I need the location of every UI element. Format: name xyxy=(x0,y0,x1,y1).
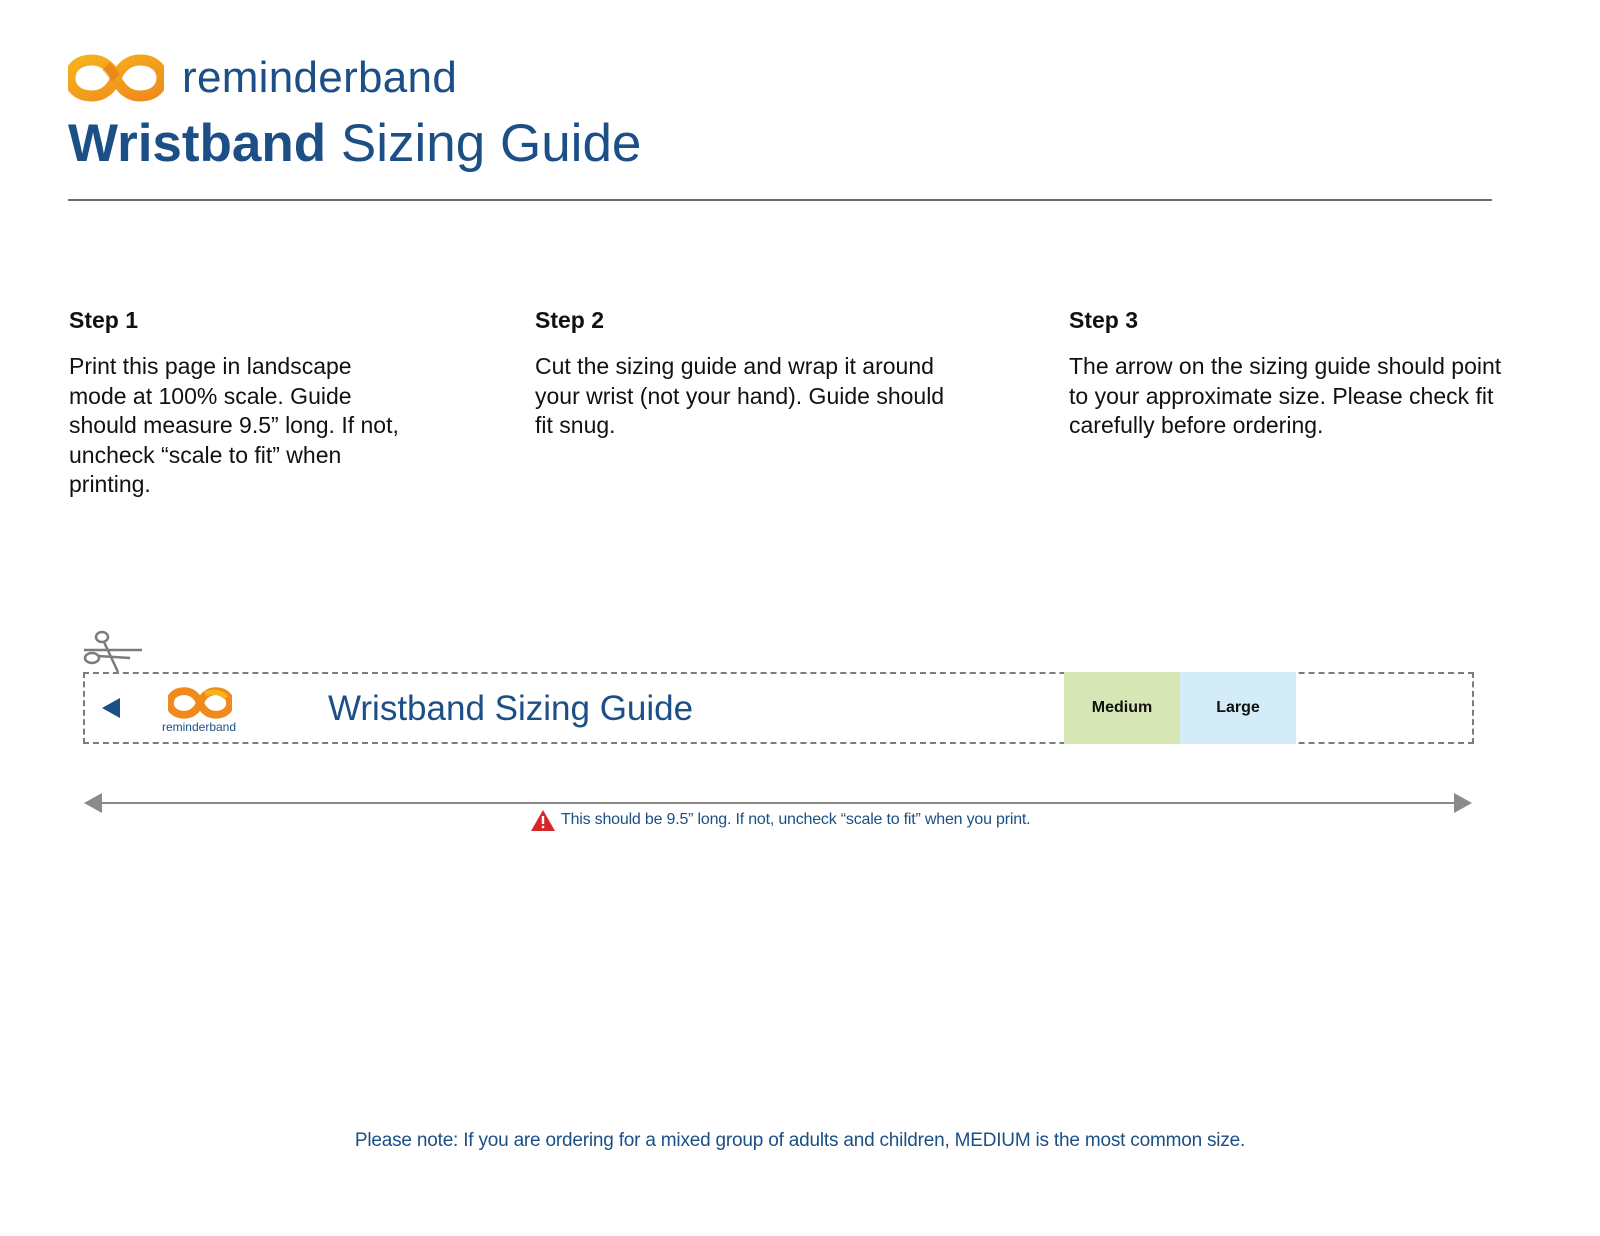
step-3-body: The arrow on the sizing guide should point to your approximate size. Please check fit carefully before ordering. xyxy=(1069,353,1502,438)
header-divider xyxy=(68,199,1492,201)
brand-header xyxy=(68,52,457,104)
page-title-bold: Wristband xyxy=(68,114,327,173)
scissors-icon xyxy=(80,628,144,676)
footer-note-text: Please note: If you are ordering for a mixed group of adults and children, MEDIUM is the most common size. xyxy=(354,1130,1246,1151)
brand-name: reminderband xyxy=(182,53,458,102)
step-3-heading: Step 3 xyxy=(1069,307,1139,333)
page-title xyxy=(68,112,641,176)
step-2-heading: Step 2 xyxy=(535,307,605,333)
size-zone-large: Large xyxy=(1180,672,1296,744)
band-logo-text: reminderband xyxy=(161,720,237,734)
measurement-warning xyxy=(531,808,1030,832)
step-2-body: Cut the sizing guide and wrap it around your wrist (not your hand). Guide should fit snug. xyxy=(535,353,945,438)
step-1 xyxy=(69,306,409,500)
step-1-heading: Step 1 xyxy=(69,307,139,333)
warning-text: This should be 9.5” long. If not, uncheck “scale to fit” when you print. xyxy=(561,811,1031,828)
step-1-body: Print this page in landscape mode at 100% scale. Guide should measure 9.5” long. If not, uncheck “scale to fit” when printing. xyxy=(69,353,399,497)
page-title-rest: Sizing Guide xyxy=(340,114,642,173)
infinity-logo-icon xyxy=(68,52,164,104)
band-title: Wristband Sizing Guide xyxy=(328,689,694,728)
warning-icon xyxy=(531,810,555,831)
size-zone-medium: Medium xyxy=(1064,672,1180,744)
infinity-logo-icon xyxy=(168,686,232,720)
triangle-left-icon xyxy=(102,698,120,718)
step-2 xyxy=(535,306,955,441)
footer-note xyxy=(0,1130,1600,1152)
step-3 xyxy=(1069,306,1509,441)
sizing-band xyxy=(83,672,1474,744)
